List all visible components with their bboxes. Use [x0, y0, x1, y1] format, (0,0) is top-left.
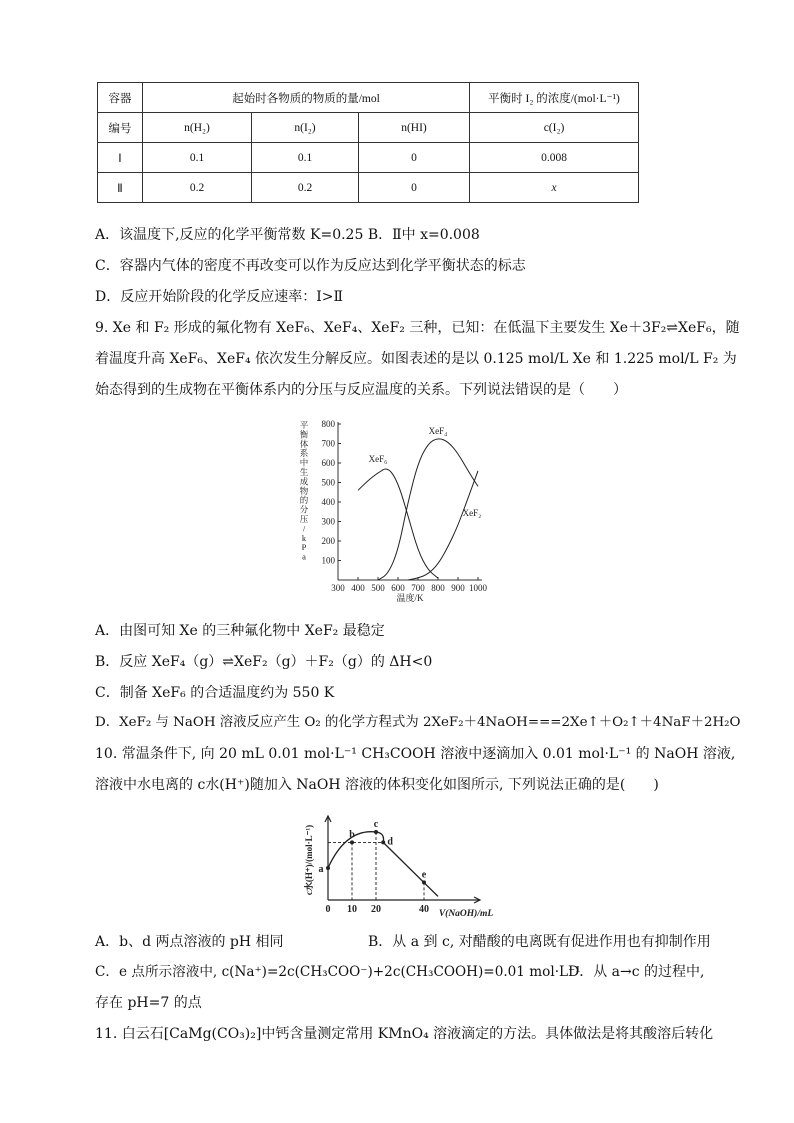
q8-option-c: C．容器内气体的密度不再改变可以作为反应达到化学平衡状态的标志 — [95, 258, 526, 274]
q8-option-ab: A．该温度下,反应的化学平衡常数 K=0.25 B．Ⅱ中 x=0.008 — [95, 227, 480, 243]
point-label: c — [373, 819, 379, 830]
chart-ylabel-char: a — [302, 551, 306, 562]
chart-ylabel-char: 分 — [299, 504, 309, 515]
chart-ylabel-char: 衡 — [299, 429, 309, 440]
chart-ylabel-char: 压 — [299, 514, 309, 524]
table-cell: 0.008 — [470, 143, 639, 173]
chart-ylabel-char: / — [302, 523, 306, 534]
table-cell: x — [470, 173, 639, 203]
x-tick-label: 900 — [451, 583, 465, 593]
table-row — [98, 143, 639, 173]
q10-stem-line1: 10. 常温条件下, 向 20 mL 0.01 mol·L⁻¹ CH₃COOH 溶液中逐滴加入 0.01 mol·L⁻¹ 的 NaOH 溶液, — [95, 746, 736, 762]
header-cell: 起始时各物质的物质的量/mol — [143, 83, 470, 113]
y-tick-label: 500 — [321, 477, 335, 488]
q10-option-c: C．e 点所示溶液中, c(Na⁺)=2c(CH₃COO⁻)+2c(CH₃COOH)=0.01 mol·L⁻¹ — [95, 964, 581, 980]
x-tick-label: 400 — [351, 583, 365, 593]
table-cell: 0.2 — [143, 173, 252, 203]
x-tick-label: 40 — [419, 904, 429, 915]
series-label: XeF₆ — [368, 454, 388, 464]
header-cell: c(I₂) — [470, 113, 639, 143]
table-cell: 0 — [359, 173, 470, 203]
data-point — [422, 880, 426, 884]
series-label: XeF₂ — [462, 508, 482, 518]
x-tick-label: 0 — [325, 904, 331, 915]
chart-xlabel: V(NaOH)/mL — [438, 909, 494, 919]
q10-option-b: B．从 a 到 c, 对醋酸的电离既有促进作用也有抑制作用 — [368, 934, 711, 950]
table-cell: 0 — [359, 143, 470, 173]
chart-ylabel-char: P — [301, 542, 307, 553]
x-tick-label: 300 — [331, 583, 345, 593]
table-cell: 0.1 — [143, 143, 252, 173]
header-cell: 编号 — [98, 113, 143, 143]
series-line-2 — [408, 471, 478, 580]
data-point — [374, 830, 378, 834]
q10-option-d: D．从 a→c 的过程中, — [568, 964, 705, 980]
chart-ylabel-char: k — [301, 532, 307, 543]
chart-ylabel-char: 体 — [299, 438, 309, 449]
chart-ylabel-char: 平 — [299, 420, 309, 430]
table-cell: Ⅱ — [98, 173, 143, 203]
y-tick-label: 400 — [321, 497, 335, 507]
x-tick-label: 800 — [431, 583, 445, 593]
header-cell: 容器 — [98, 83, 143, 113]
q10-stem-line2: 溶液中水电离的 c水(H⁺)随加入 NaOH 溶液的体积变化如图所示, 下列说法正确的是( ) — [95, 777, 659, 793]
x-tick-label: 1000 — [469, 583, 487, 593]
x-tick-label: 20 — [371, 904, 381, 915]
table-cell: 0.2 — [252, 173, 359, 203]
equilibrium-table — [97, 82, 639, 203]
chart-xlabel: 温度/K — [396, 593, 424, 603]
point-label: b — [349, 829, 355, 841]
x-tick-label: 10 — [347, 904, 357, 915]
xef-partial-pressure-chart — [290, 418, 500, 606]
point-label: e — [421, 869, 427, 881]
data-point — [326, 866, 330, 870]
water-ionization-chart — [298, 812, 498, 922]
header-cell: n(HI) — [359, 113, 470, 143]
table-cell: 0.1 — [252, 143, 359, 173]
y-tick-label: 800 — [321, 419, 335, 429]
chart-ylabel-char: 中 — [299, 457, 309, 468]
q9-option-d: D．XeF₂ 与 NaOH 溶液反应产生 O₂ 的化学方程式为 2XeF₂＋4NaOH===2Xe↑＋O₂↑＋4NaF＋2H₂O — [95, 715, 741, 730]
q9-stem-line2: 着温度升高 XeF₆、XeF₄ 依次发生分解反应。如图表述的是以 0.125 mol/L Xe 和 1.225 mol/L F₂ 为 — [95, 351, 737, 367]
q11-stem-line1: 11. 白云石[CaMg(CO₃)₂]中钙含量测定常用 KMnO₄ 溶液滴定的方法。具体做法是将其酸溶后转化 — [95, 1026, 714, 1042]
chart-ylabel-char: 的 — [299, 495, 309, 506]
x-tick-label: 700 — [411, 583, 425, 593]
point-label: d — [387, 836, 393, 848]
x-tick-label: 500 — [371, 583, 385, 593]
series-label: XeF₄ — [428, 426, 448, 436]
y-tick-label: 100 — [321, 555, 335, 566]
x-tick-label: 600 — [391, 583, 405, 593]
chart-ylabel-char: 成 — [299, 476, 309, 487]
data-point — [350, 840, 354, 844]
chart-ylabel-char: 物 — [299, 485, 309, 496]
table-cell: Ⅰ — [98, 143, 143, 173]
q9-option-a: A．由图可知 Xe 的三种氟化物中 XeF₂ 最稳定 — [95, 623, 385, 639]
q9-stem-line1: 9. Xe 和 F₂ 形成的氟化物有 XeF₆、XeF₄、XeF₂ 三种，已知：在低温下主要发生 Xe＋3F₂⇌XeF₆，随 — [95, 320, 740, 336]
q9-option-b: B．反应 XeF₄（g）⇌XeF₂（g）＋F₂（g）的 ΔH<0 — [95, 654, 433, 670]
q8-option-d: D．反应开始阶段的化学反应速率：Ⅰ>Ⅱ — [95, 289, 344, 305]
chart-ylabel: c水(H⁺)/(mol·L⁻¹) — [304, 824, 314, 896]
y-tick-label: 600 — [321, 458, 335, 468]
point-label: a — [318, 864, 324, 875]
chart-ylabel-char: 系 — [299, 448, 309, 459]
header-cell: n(I₂) — [252, 113, 359, 143]
q10-option-d-cont: 存在 pH=7 的点 — [95, 995, 202, 1011]
y-tick-label: 200 — [321, 536, 335, 546]
data-point — [381, 840, 385, 844]
series-line-0 — [358, 469, 438, 578]
header-cell: n(H₂) — [143, 113, 252, 143]
q10-option-a: A．b、d 两点溶液的 pH 相同 — [95, 934, 284, 950]
y-tick-label: 300 — [321, 516, 335, 527]
y-tick-label: 700 — [321, 438, 335, 449]
header-cell: 平衡时 I₂ 的浓度/(mol·L⁻¹) — [470, 83, 639, 113]
q9-stem-line3: 始态得到的生成物在平衡体系内的分压与反应温度的关系。下列说法错误的是（ ） — [95, 382, 627, 398]
table-row — [98, 173, 639, 203]
chart-ylabel-char: 生 — [299, 467, 309, 477]
q9-option-c: C．制备 XeF₆ 的合适温度约为 550 K — [95, 685, 335, 701]
